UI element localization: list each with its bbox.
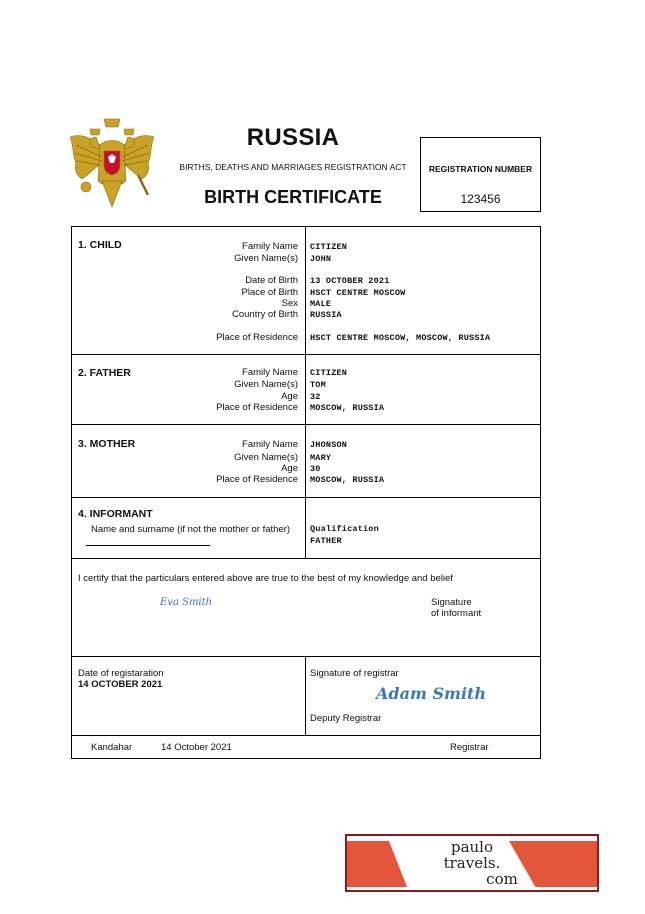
child-dob: 13 OCTOBER 2021 (310, 276, 390, 286)
informant-signature (158, 593, 236, 609)
father-residence-label: Place of Residence (216, 402, 298, 413)
child-family-name-label: Family Name (242, 241, 298, 252)
country-title: RUSSIA (246, 124, 340, 151)
footer-date: 14 October 2021 (161, 742, 232, 753)
paulo-travels-logo (345, 834, 599, 892)
logo-text-line1: paulo (450, 838, 494, 856)
informant-qualification: FATHER (310, 536, 342, 546)
mother-residence-label: Place of Residence (216, 474, 298, 485)
child-country: RUSSIA (310, 310, 342, 320)
divider (72, 497, 540, 498)
informant-name-label: Name and surname (if not the mother or father) (91, 524, 291, 535)
registrar-signature (374, 681, 486, 707)
father-given-names-label: Given Name(s) (234, 379, 298, 390)
child-sex: MALE (310, 299, 332, 309)
child-section-title: 1. CHILD (78, 239, 122, 251)
registrar-signature-text: Adam Smith (376, 684, 486, 703)
informant-name-line (86, 545, 210, 546)
child-family-name: CITIZEN (310, 242, 348, 252)
footer-place: Kandahar (91, 742, 133, 753)
logo-text-line3: com (486, 870, 518, 888)
mother-family-name-label: Family Name (242, 439, 298, 450)
father-given-names: TOM (310, 380, 326, 390)
informant-qualification-label: Qualification (310, 524, 379, 534)
footer-registrar: Registrar (450, 742, 489, 753)
child-residence-label: Place of Residence (216, 332, 298, 343)
father-residence: MOSCOW, RUSSIA (310, 403, 385, 413)
mother-family-name: JHONSON (310, 440, 348, 450)
father-age: 32 (310, 392, 321, 402)
child-sex-label: Sex (281, 298, 298, 309)
registration-number-box (420, 137, 541, 212)
divider (72, 424, 540, 425)
divider (72, 354, 540, 355)
father-section-title: 2. FATHER (78, 367, 131, 379)
child-given-names: JOHN (310, 254, 332, 264)
divider (72, 558, 540, 559)
registration-number-label: REGISTRATION NUMBER (428, 164, 533, 174)
child-residence: HSCT CENTRE MOSCOW, MOSCOW, RUSSIA (310, 333, 491, 343)
informant-section-title: 4. INFORMANT (78, 508, 153, 520)
child-country-label: Country of Birth (232, 309, 298, 320)
registration-number: 123456 (460, 192, 501, 206)
registrar-signature-label: Signature of registrar (310, 668, 399, 679)
document-title: BIRTH CERTIFICATE (204, 187, 382, 207)
registration-act: BIRTHS, DEATHS AND MARRIAGES REGISTRATION ACT (179, 162, 407, 172)
divider (72, 735, 540, 736)
child-pob: HSCT CENTRE MOSCOW (310, 288, 406, 298)
mother-section-title: 3. MOTHER (78, 438, 136, 450)
father-family-name: CITIZEN (310, 368, 348, 378)
mother-given-names-label: Given Name(s) (234, 452, 298, 463)
divider (72, 656, 540, 657)
registration-date: 14 OCTOBER 2021 (78, 679, 163, 690)
certification-statement: I certify that the particulars entered above are true to the best of my knowledge and belief (78, 573, 453, 584)
mother-age-label: Age (281, 463, 298, 474)
mother-residence: MOSCOW, RUSSIA (310, 475, 385, 485)
mother-given-names: MARY (310, 453, 332, 463)
deputy-registrar-label: Deputy Registrar (310, 713, 382, 724)
coat-of-arms-emblem (66, 115, 158, 213)
column-divider (305, 656, 306, 735)
father-family-name-label: Family Name (242, 367, 298, 378)
certificate-form (71, 226, 541, 759)
registration-date-label: Date of registaration (78, 668, 164, 679)
column-divider (305, 227, 306, 558)
child-pob-label: Place of Birth (241, 287, 298, 298)
informant-signature-label-line2: of informant (431, 608, 482, 619)
logo-text-line2: travels. (443, 854, 501, 872)
informant-signature-label-line1: Signature (431, 597, 472, 608)
mother-age: 30 (310, 464, 321, 474)
father-age-label: Age (281, 391, 298, 402)
child-dob-label: Date of Birth (245, 275, 298, 286)
child-given-names-label: Given Name(s) (234, 253, 298, 264)
informant-signature-text: Eva Smith (160, 597, 213, 608)
